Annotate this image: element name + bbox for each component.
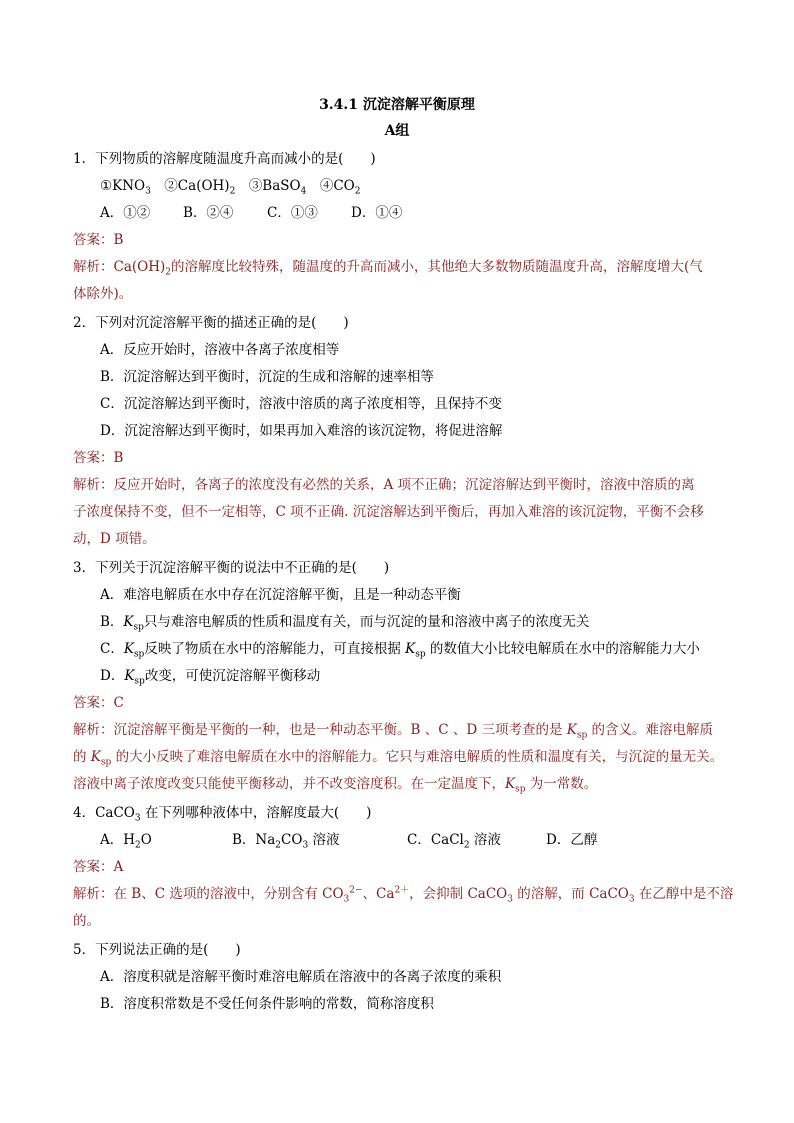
question-1-answer: 答案：B [73,232,124,248]
question-5-stem: 5．下列说法正确的是( ) [73,942,241,958]
question-4-explanation-cont: 的。 [73,913,100,929]
question-3-option-d: D．$K_{sp}$改变，可使沉淀溶解平衡移动 [100,668,321,687]
question-3-option-b: B．$K_{sp}$只与难溶电解质的性质和温度有关，而与沉淀的量和溶液中离子的浓度无关 [100,614,590,633]
question-4-explanation: 解析：在 B、C 选项的溶液中，分别含有 $CO_3^{2-}$、$Ca^{2+}$，会抑制 CaCO$_3$ 的溶解，而 CaCO$_3$ 在乙醇中是不溶 [73,885,734,905]
option-b: B．$Na_2CO_3$ 溶液 [232,832,340,851]
question-2-explanation-cont: 子浓度保持不变，但不一定相等，C 项不正确. 沉淀溶解达到平衡后，再加入难溶的该沉淀物，平衡不会移 [73,504,704,520]
question-3-option-a: A．难溶电解质在水中存在沉淀溶解平衡，且是一种动态平衡 [100,587,461,603]
question-2-explanation: 解析：反应开始时，各离子的浓度没有必然的关系，A 项不正确；沉淀溶解达到平衡时，溶液中溶质的离 [73,477,695,493]
option-c: C．①③ [267,205,318,221]
question-2-option-d: D．沉淀溶解达到平衡时，如果再加入难溶的该沉淀物，将促进溶解 [100,423,503,439]
question-1-stem: 1．下列物质的溶解度随温度升高而减小的是( ) [73,151,376,167]
question-4-answer: 答案：A [73,859,124,875]
question-2-explanation-end: 动，D 项错。 [73,531,156,547]
question-1-items: $①KNO_3$ $②Ca(OH)_2$ ③BaSO$_4$ $④CO_2$ [100,178,361,197]
option-a: A．①② [100,205,151,221]
option-a: A．$H_2O$ [100,832,152,851]
question-2-option-b: B．沉淀溶解达到平衡时，沉淀的生成和溶解的速率相等 [100,369,434,385]
question-5-option-a: A．溶度积就是溶解平衡时难溶电解质在溶液中的各离子浓度的乘积 [100,969,502,985]
question-3-explanation-end: 溶液中离子浓度改变只能使平衡移动，并不改变溶度积。在一定温度下，$K_{sp}$ 为一常数。 [73,776,598,795]
question-3-option-c: C．$K_{sp}$反映了物质在水中的溶解能力，可直接根据 $K_{sp}$ 的数值大小比较电解质在水中的溶解能力大小 [100,641,700,660]
question-1-explanation: 解析：$Ca(OH)_2$的溶解度比较特殊，随温度的升高而减小，其他绝大多数物质随温度升高，溶解度增大(气 [73,259,703,278]
question-5-option-b: B．溶度积常数是不受任何条件影响的常数，简称溶度积 [100,996,434,1012]
option-c: C．CaCl$_2$ 溶液 [407,832,501,851]
question-3-stem: 3．下列关于沉淀溶解平衡的说法中不正确的是( ) [73,560,390,576]
option-d: D．①④ [351,205,403,221]
question-4-stem: 4．CaCO$_3$ 在下列哪种液体中，溶解度最大( ) [73,805,372,824]
question-2-answer: 答案：B [73,450,124,466]
question-1-explanation-cont: 体除外)。 [73,286,133,302]
document-title: 3.4.1 沉淀溶解平衡原理 [319,97,475,113]
question-3-explanation: 解析：沉淀溶解平衡是平衡的一种，也是一种动态平衡。B 、C 、D 三项考查的是 $K_{sp}$ 的含义。难溶电解质 [73,722,714,741]
question-2-option-c: C．沉淀溶解达到平衡时，溶液中溶质的离子浓度相等，且保持不变 [100,396,502,412]
question-2-option-a: A．反应开始时，溶液中各离子浓度相等 [100,342,340,358]
question-2-stem: 2．下列对沉淀溶解平衡的描述正确的是( ) [73,315,349,331]
question-3-answer: 答案：C [73,695,124,711]
option-d: D．乙醇 [546,832,598,848]
option-b: B．②④ [183,205,234,221]
group-heading: A组 [384,123,410,139]
question-3-explanation-cont: 的 $K_{sp}$ 的大小反映了难溶电解质在水中的溶解能力。它只与难溶电解质的性质和温度有关，与沉淀的量无关。 [73,749,724,768]
